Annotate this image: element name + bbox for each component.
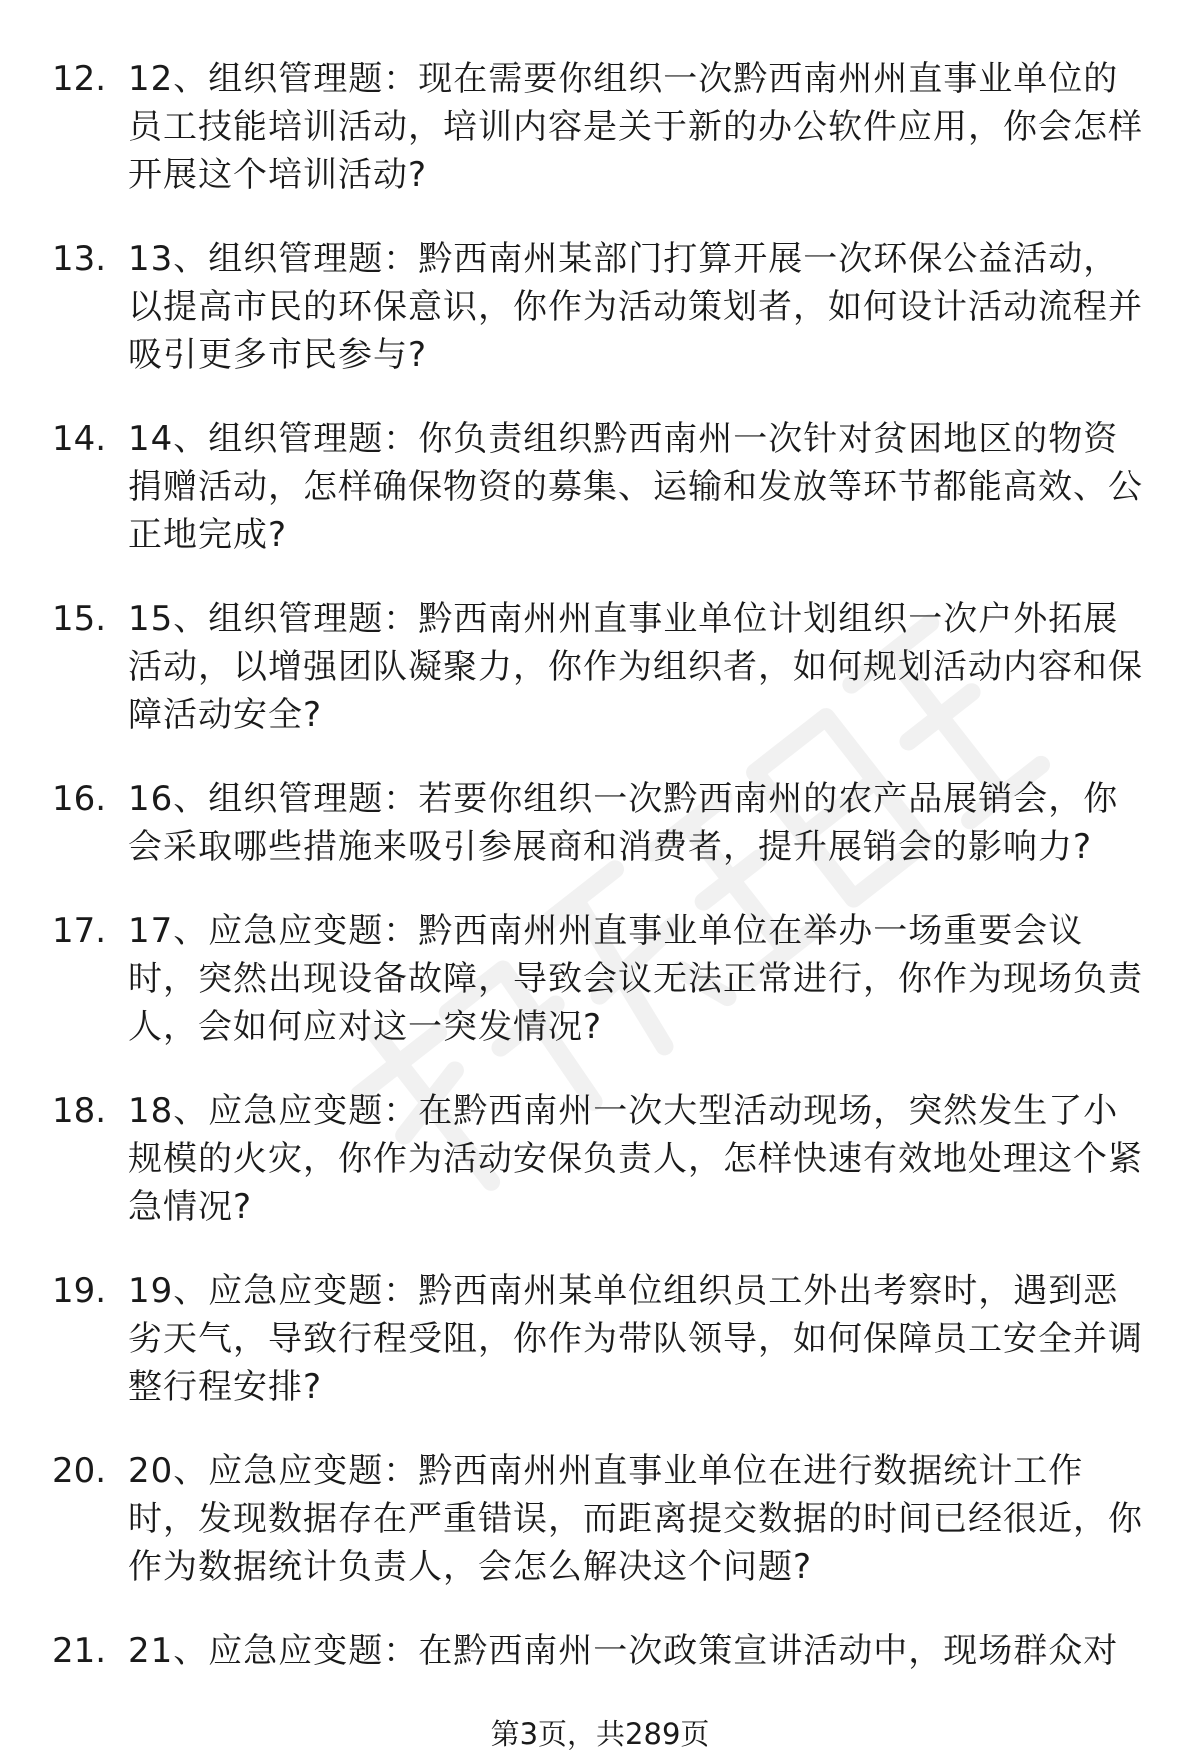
page-number: 第3页，共289页 [490,1717,710,1751]
list-number: 21. [52,1631,107,1671]
list-number: 12. [52,59,107,99]
list-number: 14. [52,419,107,459]
list-item [0,775,1148,871]
list-item [0,415,1148,559]
list-item [0,1267,1148,1411]
list-number: 13. [52,239,107,279]
question-text: 19、应急应变题：黔西南州某单位组织员工外出考察时，遇到恶劣天气，导致行程受阻，你作为带队领导，如何保障员工安全并调整行程安排? [128,1271,1143,1407]
question-text: 13、组织管理题：黔西南州某部门打算开展一次环保公益活动，以提高市民的环保意识，你作为活动策划者，如何设计活动流程并吸引更多市民参与? [128,239,1143,375]
question-text: 16、组织管理题：若要你组织一次黔西南州的农产品展销会，你会采取哪些措施来吸引参展商和消费者，提升展销会的影响力? [128,779,1119,867]
question-text: 15、组织管理题：黔西南州州直事业单位计划组织一次户外拓展活动，以增强团队凝聚力，你作为组织者，如何规划活动内容和保障活动安全? [128,599,1143,735]
list-number: 20. [52,1451,107,1491]
list-number: 17. [52,911,107,951]
question-list [0,55,1200,1711]
question-text: 17、应急应变题：黔西南州州直事业单位在举办一场重要会议时，突然出现设备故障，导致会议无法正常进行，你作为现场负责人，会如何应对这一突发情况? [128,911,1143,1047]
list-item [0,1627,1148,1675]
question-text: 21、应急应变题：在黔西南州一次政策宣讲活动中，现场群众对 [128,1631,1119,1671]
list-item [0,907,1148,1051]
list-number: 19. [52,1271,107,1311]
list-number: 15. [52,599,107,639]
question-text: 12、组织管理题：现在需要你组织一次黔西南州州直事业单位的员工技能培训活动，培训内容是关于新的办公软件应用，你会怎样开展这个培训活动? [128,59,1143,195]
question-text: 14、组织管理题：你负责组织黔西南州一次针对贫困地区的物资捐赠活动，怎样确保物资的募集、运输和发放等环节都能高效、公正地完成? [128,419,1143,555]
list-item [0,1087,1148,1231]
list-item [0,1447,1148,1591]
list-item [0,55,1148,199]
list-item [0,595,1148,739]
list-number: 16. [52,779,107,819]
list-item [0,235,1148,379]
question-text: 20、应急应变题：黔西南州州直事业单位在进行数据统计工作时，发现数据存在严重错误，而距离提交数据的时间已经很近，你作为数据统计负责人，会怎么解决这个问题? [128,1451,1143,1587]
list-number: 18. [52,1091,107,1131]
question-text: 18、应急应变题：在黔西南州一次大型活动现场，突然发生了小规模的火灾，你作为活动安保负责人，怎样快速有效地处理这个紧急情况? [128,1091,1143,1227]
